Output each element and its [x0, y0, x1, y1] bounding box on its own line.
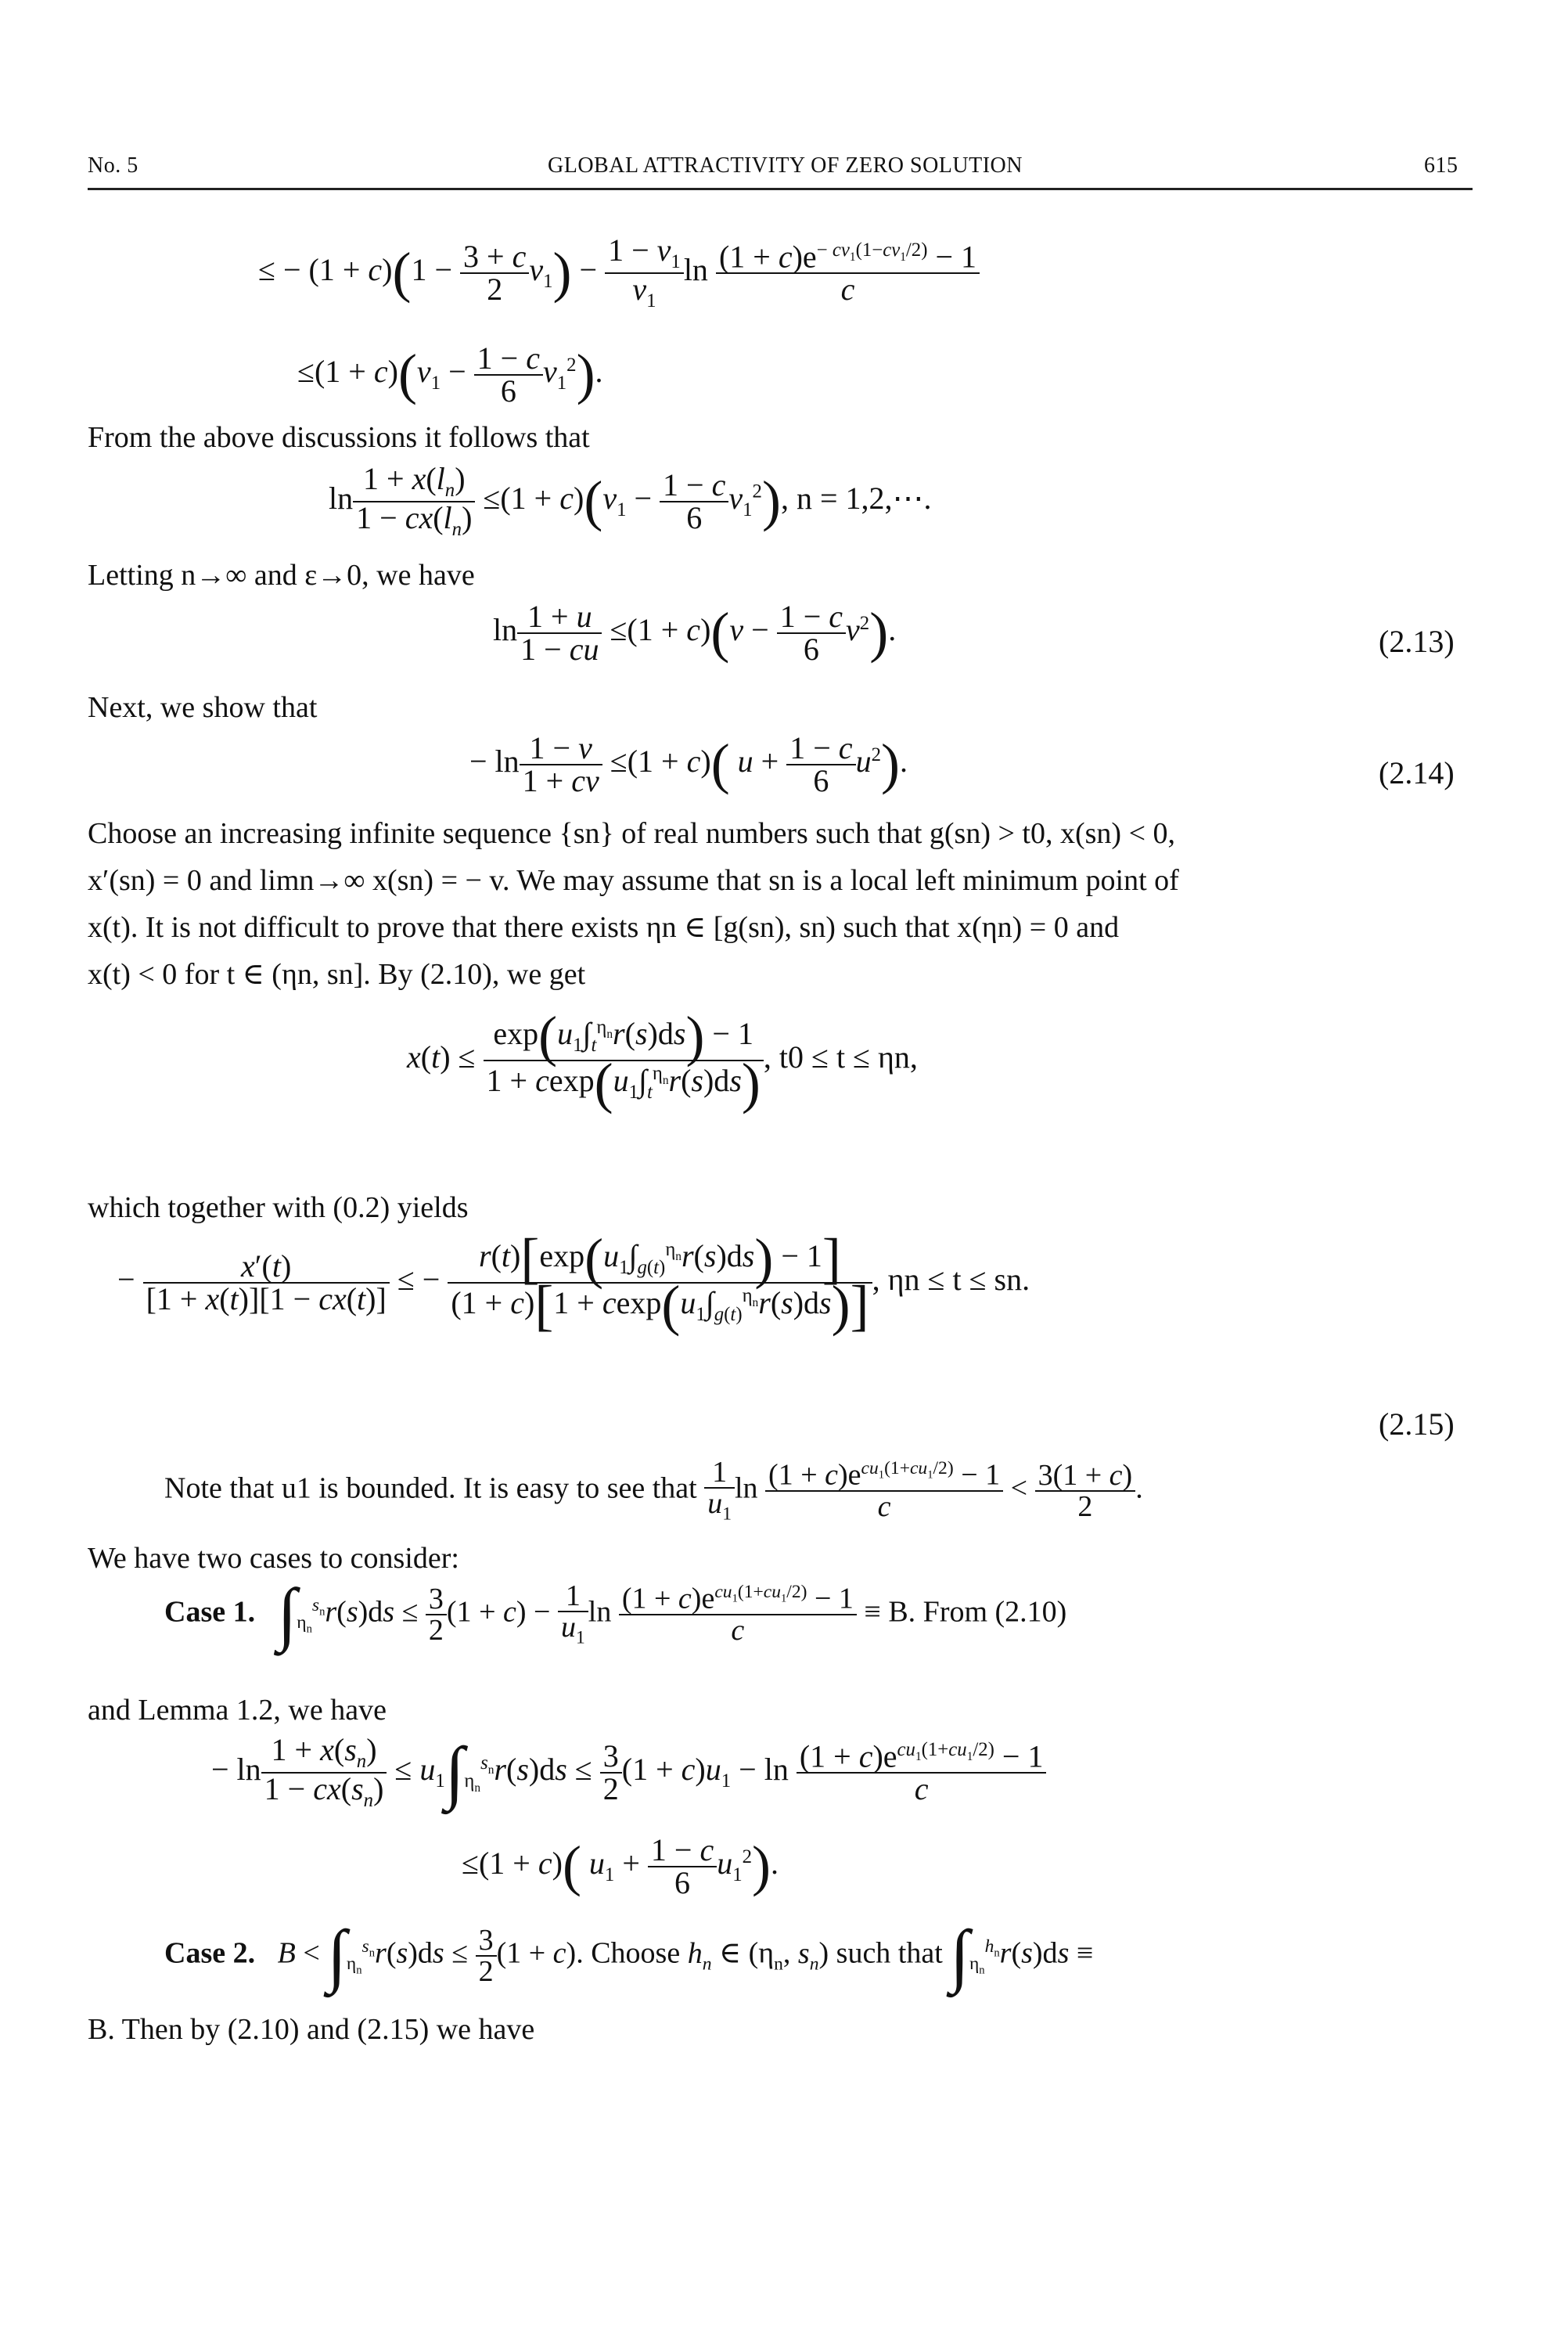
- case-2-label: Case 2.: [164, 1936, 256, 1970]
- equation-2-15: − $\frac{x'(t)}{[1 + x(t)][1 - cx(t)]}$ ≤ − $\frac{r(t)[\exp(u_1\int_{g(t)}^{\eta_n}r(s)ds) - 1]}{(1 + c)[1 + cexp(u_1\int_{g(t)}^{\eta_n}r(s)ds)]}$ , ηn ≤ t ≤ sn.: [117, 1227, 1030, 1337]
- equation-range-x: , t0 ≤ t ≤ ηn,: [763, 1039, 918, 1075]
- equation-line-1: ≤ − (1 + c)(1 − $\frac{3 + c}{2}$ $v_1$) − $\frac{1 - v_1}{v_1}$ ln $\frac{(1 + c)e^{- cv_1(1-cv_1/2)} - 1}{c}$: [258, 235, 980, 312]
- equation-number-2-15: (2.15): [1379, 1406, 1455, 1442]
- equation-2-13: ln $\frac{1 + u}{1 - cu}$ ≤(1 + c)(v − $\frac{1 - c}{6}$ $v^2$).: [493, 599, 897, 667]
- equation-line-2: $\le(1 + c)(v_1$ − $\frac{1 - c}{6}$ $v_1^2$).: [297, 340, 603, 409]
- equation-2-14: − ln $\frac{1 - v}{1 + cv}$ ≤(1 + c)( u + $\frac{1 - c}{6}$ $u^2$).: [469, 730, 908, 798]
- header-rule: [88, 188, 1473, 190]
- paragraph-4: Choose an increasing infinite sequence {sn} of real numbers such that g(sn) > t0, x(sn) < 0,: [88, 817, 1176, 850]
- paragraph-2: Letting n→∞ and ε→0, we have: [88, 559, 475, 592]
- case-1-label: Case 1.: [164, 1595, 256, 1629]
- paragraph-7: x(t) < 0 for t ∈ (ηn, sn]. By (2.10), we get: [88, 958, 586, 991]
- case-2: Case 2. $B < \int_{\eta_n}^{s_n}r(s)ds$ ≤ $\frac{3}{2}$ (1 + c). Choose $h_n$ ∈ ($\eta_n$, $s_n$) such that $\int_{\eta_n}^{h_n}r(s)ds$ ≡: [164, 1917, 1094, 1994]
- case-1-tail: ≡ B. From (2.10): [864, 1595, 1067, 1629]
- equation-x-bound: x(t) ≤ $\frac{\exp(u_1\int_t^{\eta_n}r(s)ds) - 1}{1 + cexp(u_1\int_t^{\eta_n}r(s)ds)}$ , t0 ≤ t ≤ ηn,: [407, 1005, 918, 1115]
- running-title: GLOBAL ATTRACTIVITY OF ZERO SOLUTION: [548, 153, 1023, 178]
- equation-case-1-result: ≤(1 + c)( $u_1$ + $\frac{1 - c}{6}$ $u_1^2$).: [462, 1832, 779, 1900]
- equation-line-3: ln $\frac{1 + x(l_n)}{1 - cx(l_n)}$ $\le(1 + c)(v_1$ − $\frac{1 - c}{6}$ $v_1^2$), n = 1,2,⋯.: [329, 461, 932, 540]
- equation-range-ineq: , ηn ≤ t ≤ sn.: [872, 1261, 1030, 1297]
- paragraph-8: which together with (0.2) yields: [88, 1191, 469, 1224]
- equation-case-1-chain: − ln $\frac{1 + x(s_n)}{1 - cx(s_n)}$ ≤ $u_1\int_{\eta_n}^{s_n}r(s)ds$ ≤ $\frac{3}{2}$ $(1 + c)u_1 - \ln$ $\frac{(1 + c)e^{cu_1(1+cu_1/2)} - 1}{c}$: [211, 1734, 1046, 1811]
- equation-number-2-13: (2.13): [1379, 624, 1455, 659]
- paragraph-11: and Lemma 1.2, we have: [88, 1694, 387, 1727]
- paragraph-9: Note that u1 is bounded. It is easy to see that $\frac{1}{u_1}$ ln $\frac{(1 + c)e^{cu_1(1+cu_1/2)} - 1}{c}$ < $\frac{3(1 + c)}{2}$ .: [164, 1456, 1143, 1525]
- case-1: Case 1. $\int_{\eta_n}^{s_n}r(s)ds$ ≤ $\frac{3}{2}$ (1 + c) − $\frac{1}{u_1}$ ln $\frac{(1 + c)e^{cu_1(1+cu_1/2)} - 1}{c}$ ≡ B. From (2.10): [164, 1575, 1067, 1653]
- paragraph-6: x(t). It is not difficult to prove that there exists ηn ∈ [g(sn), sn) such that x(ηn) = 0 and: [88, 911, 1120, 944]
- journal-number: No. 5: [88, 153, 138, 178]
- paragraph-9-text: Note that u1 is bounded. It is easy to see that: [164, 1471, 697, 1505]
- paragraph-5: x′(sn) = 0 and limn→∞ x(sn) = − v. We may assume that sn is a local left minimum point of: [88, 864, 1179, 897]
- equation-number-2-14: (2.14): [1379, 755, 1455, 790]
- page-number: 615: [1424, 153, 1458, 178]
- paragraph-3: Next, we show that: [88, 691, 318, 724]
- paragraph-10: We have two cases to consider:: [88, 1542, 459, 1575]
- paragraph-1: From the above discussions it follows that: [88, 421, 590, 454]
- paragraph-12: B. Then by (2.10) and (2.15) we have: [88, 2013, 535, 2046]
- equation-range-3: , n = 1,2,⋯.: [780, 480, 932, 516]
